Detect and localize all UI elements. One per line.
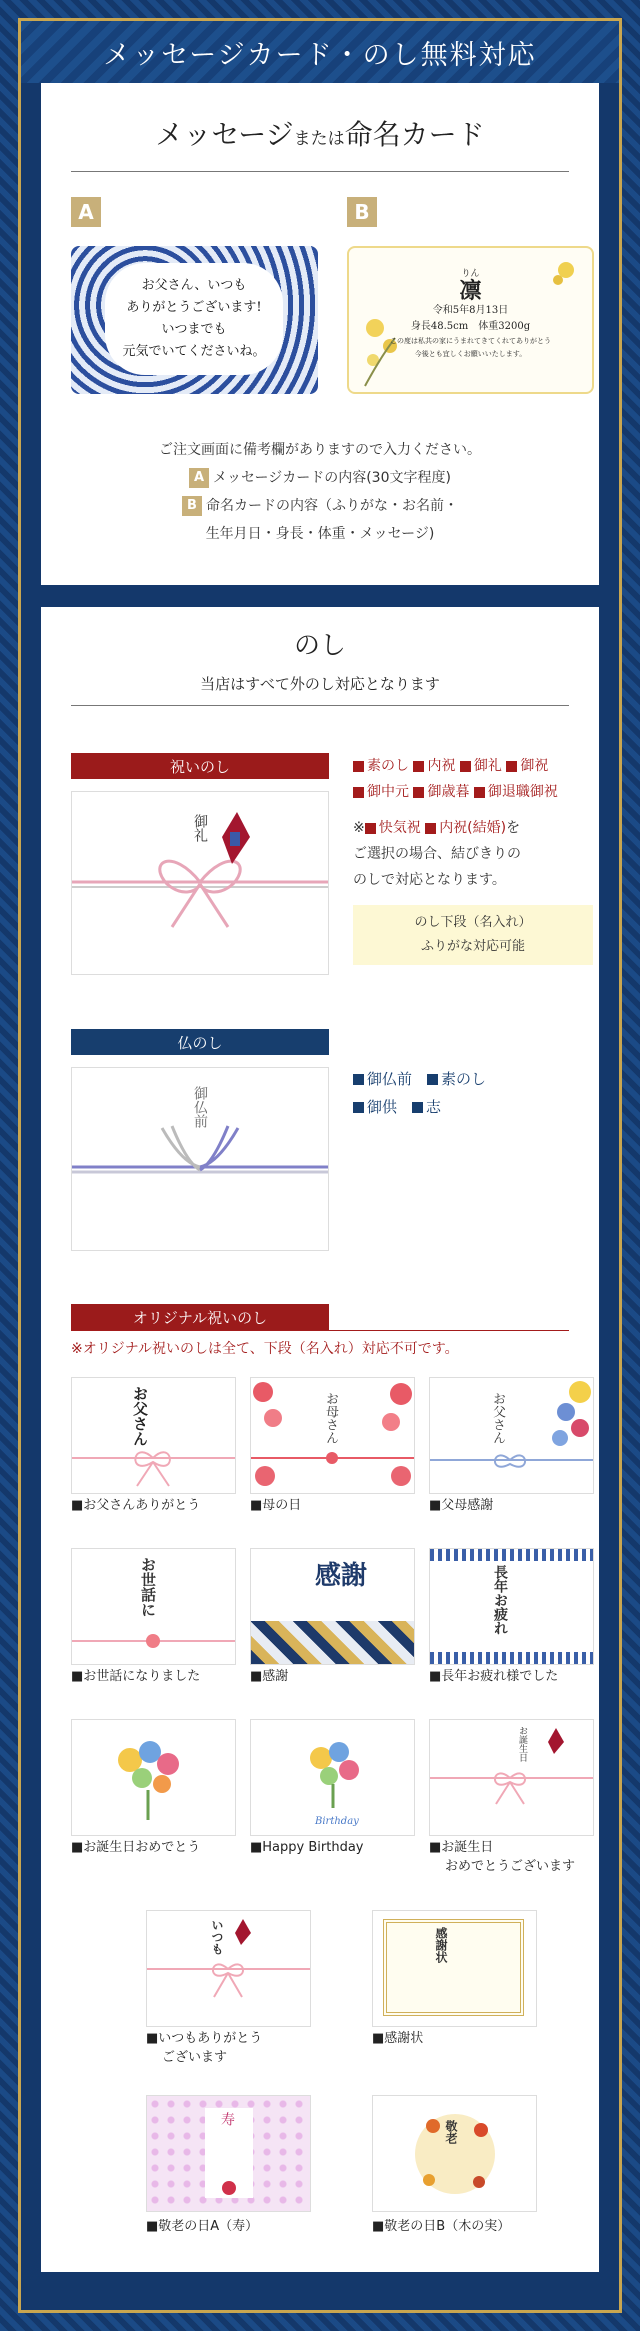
thumb-caption: ■敬老の日A（寿） xyxy=(146,2219,259,2234)
page-inner xyxy=(18,18,622,2313)
instruction-note: ご注文画面に備考欄がありますので入力ください。 xyxy=(159,442,481,458)
naming-name: 凛 xyxy=(459,278,482,304)
naming-stats: 身長48.5cm 体重3200g xyxy=(410,321,531,332)
card-panel xyxy=(41,83,599,585)
badge-b: B xyxy=(347,197,377,227)
noshi-thumb-kansha[interactable]: 感謝 xyxy=(250,1548,415,1665)
original-warning: ※オリジナル祝いのしは全て、下段（名入れ）対応不可です。 xyxy=(71,1341,459,1357)
instruction-item-a: A メッセージカードの内容(30文字程度) xyxy=(41,464,599,492)
original-noshi-label: オリジナル祝いのし xyxy=(71,1304,329,1330)
naming-ruby: りん xyxy=(461,269,480,279)
noshi-thumb-tanjobi[interactable] xyxy=(71,1719,236,1836)
iwai-options: 素のし 内祝 御礼 御祝 御中元 御歳暮 御退職御祝 ※ 快気祝 内祝(結婚)を ご選択の場合、結びきりの のしで対応となります。 のし下段（名入れ） ふりがな対応可能 xyxy=(353,753,593,965)
instruction-item-b-cont: 生年月日・身長・体重・メッセージ) xyxy=(205,526,435,542)
thumb-caption: ■長年お疲れ様でした xyxy=(429,1669,559,1684)
noshi-thumb-happy-birthday[interactable] xyxy=(250,1719,415,1836)
noshi-thumb-otosan[interactable]: お父さん xyxy=(71,1377,236,1494)
butsu-noshi-image xyxy=(71,1067,329,1251)
furigana-box: のし下段（名入れ） ふりがな対応可能 xyxy=(353,905,593,965)
naming-message: 今後とも宜しくお願いいたします。 xyxy=(414,350,527,358)
message-card-image xyxy=(71,246,318,394)
thumb-caption: ■感謝 xyxy=(250,1669,289,1684)
thumb-caption: ■父母感謝 xyxy=(429,1498,494,1513)
mizuhiki-icon xyxy=(72,792,328,974)
noshi-thumb-nagane[interactable]: 長年お疲れ xyxy=(429,1548,594,1665)
noshi-thumb-kanshajo[interactable]: 感謝状 xyxy=(372,1910,537,2027)
iwai-options-row: 素のし 内祝 御礼 御祝 xyxy=(353,753,593,779)
noshi-thumb-otanjobi[interactable]: お誕生日 xyxy=(429,1719,594,1836)
message-card-text: お父さん、いつも ありがとうございます! いつまでも 元気でいてくださいね。 xyxy=(105,263,283,375)
thumb-caption: ■お世話になりました xyxy=(71,1669,201,1684)
thumb-caption: ■お誕生日おめでとう xyxy=(71,1840,201,1855)
title-naming: 命名カード xyxy=(344,118,485,151)
noshi-thumb-fubo[interactable]: お父さん xyxy=(429,1377,594,1494)
thumb-caption: ■敬老の日B（木の実） xyxy=(372,2219,511,2234)
noshi-subtitle: 当店はすべて外のし対応となります xyxy=(200,675,440,693)
card-section-title xyxy=(41,113,599,153)
thumb-caption: ■いつもありがとう ございます xyxy=(146,2031,263,2065)
noshi-title: のし xyxy=(293,631,346,661)
naming-card-image xyxy=(347,246,594,394)
noshi-thumb-osewa[interactable]: お世話に xyxy=(71,1548,236,1665)
instruction-item-b: B 命名カードの内容（ふりがな・お名前・ xyxy=(41,492,599,520)
noshi-paper-text: 御礼 xyxy=(192,814,208,842)
divider xyxy=(71,705,569,706)
butsu-noshi-label: 仏のし xyxy=(71,1029,329,1055)
butsu-options: 御仏前 素のし 御供 志 xyxy=(353,1065,593,1121)
thumb-caption: ■Happy Birthday xyxy=(250,1840,364,1855)
thumb-caption: ■感謝状 xyxy=(372,2031,424,2046)
iwai-options-row: 御中元 御歳暮 御退職御祝 xyxy=(353,779,593,805)
noshi-thumb-hahanohi[interactable]: お母さん xyxy=(250,1377,415,1494)
thumb-caption: ■お父さんありがとう xyxy=(71,1498,201,1513)
title-or: または xyxy=(293,129,345,149)
title-message: メッセージ xyxy=(155,118,294,151)
noshi-thumb-itsumo[interactable]: いつも xyxy=(146,1910,311,2027)
naming-message: この度は私共の家にうまれてきてくれてありがとう xyxy=(390,337,551,345)
noshi-thumb-keiro-a[interactable]: 寿 xyxy=(146,2095,311,2212)
svg-text:Birthday: Birthday xyxy=(315,1816,359,1827)
iwai-noshi-image xyxy=(71,791,329,975)
thumb-caption: ■お誕生日 おめでとうございます xyxy=(429,1840,576,1874)
card-instructions xyxy=(41,436,599,548)
noshi-thumb-keiro-b[interactable]: 敬老 xyxy=(372,2095,537,2212)
noshi-panel xyxy=(41,607,599,2272)
iwai-noshi-label: 祝いのし xyxy=(71,753,329,779)
noshi-paper-text: 御仏前 xyxy=(192,1086,208,1128)
thumb-caption: ■母の日 xyxy=(250,1498,302,1513)
mizuhiki-icon xyxy=(72,1068,328,1250)
badge-a: A xyxy=(71,197,101,227)
divider xyxy=(71,171,569,172)
iwai-note: ※ 快気祝 内祝(結婚)を xyxy=(353,820,521,836)
divider xyxy=(71,1330,569,1331)
naming-date: 令和5年8月13日 xyxy=(432,305,509,316)
page-banner: メッセージカード・のし無料対応 xyxy=(21,21,619,83)
